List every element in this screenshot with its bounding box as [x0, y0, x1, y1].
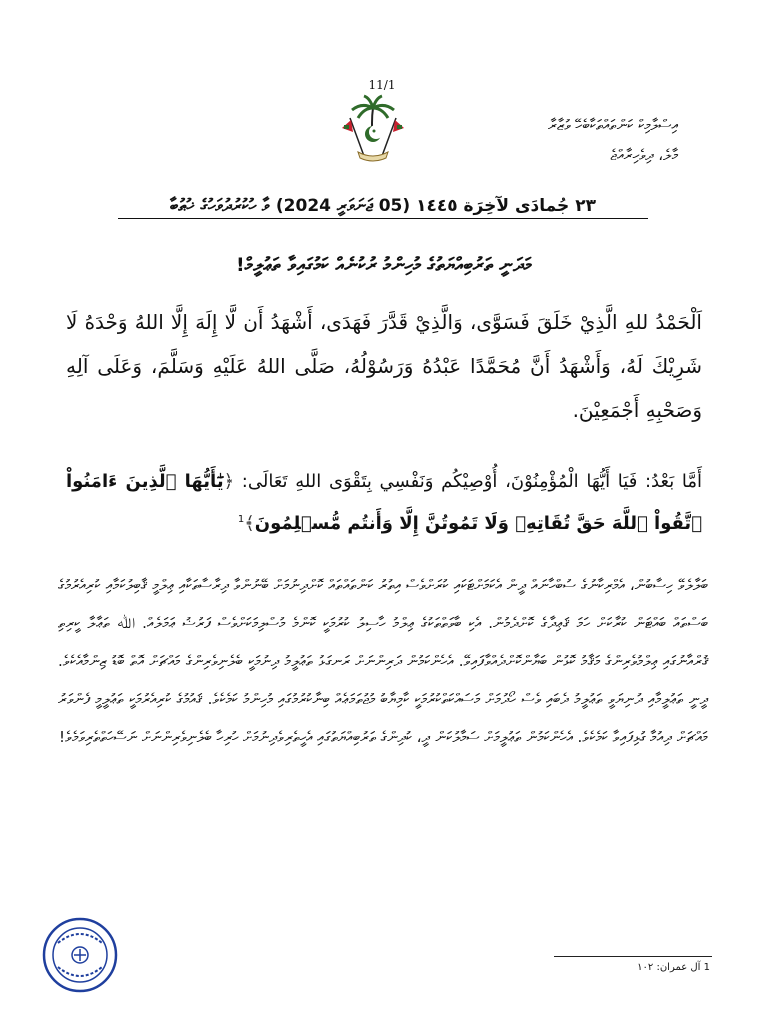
opening-arabic: اَلْحَمْدُ للهِ الَّذِيْ خَلَقَ فَسَوَّى، وَالَّذِيْ قَدَّرَ فَهَدَى، أَشْهَدُ أَن لَّا إِلَهَ إِلَّا اللهُ وَحْدَهُ لَا شَرِيْكَ لَهُ، وَأَشْهَدُ أَنَّ مُحَمَّدًا عَبْدُهُ وَرَسُوْلُهُ، صَلَّى اللهُ عَلَيْهِ وَسَلَّمَ، وَعَلَى آلِهِ وَصَحْبِهِ أَجْمَعِيْنَ.: [66, 310, 702, 422]
call-text: أَمَّا بَعْدُ: فَيَا أَيُّهَا الْمُؤْمِنُوْنَ، أُوْصِيْكُم وَنَفْسِي بِتَقْوَى اللهِ تَعَالَى:: [241, 471, 702, 492]
official-stamp-icon: [40, 915, 120, 995]
sender-address: މާލެ، ދިވެހިރާއްޖެ: [610, 146, 678, 164]
body-paragraph: ބަލާލެވޭ ހިސާބުން، އެމްރިކާނުގެ ސުބްހާނައް ދީން އެކަމަށްޓަކައި ކުރަށްވެސް އިތުރު ކަންތައްތައް ކޮށްދިނުމަށް ބޭނުންވާ ދިރާސާތަކާއި ޢިލްމީ ޤާބިލުކަމާއި ކުރިއެރުމުގެ ބަސްތައް ބައްޓަން ކުރާކަށް ހަމަ ޤަޢިދާގެ ކޮށްދެމުން. އެކި ބާވަތްތަކުގެ ޢިލްމު ހާސިލު ކުރުމަކީ ކޮންމެ މުސްލިމަކަށްވެސް ފަރުޟު ޢަމަލެއް. ﷲ ތަޢާލާ ކީރިތި ޤުރްއާނުގައި ޢިލްމުވެރިންގެ މަޤާމު ކޮޅުން ބަޔާންކޮށްދެއްވާފައިވޭ. އެހެންކަމުން ދަރިންނަށް ރަނގަޅު ތަޢުލީމު ދިނުމަކީ ބެލެނިވެރިންގެ މައްޗަށް އޮތް ބޮޑު ޒިންމާއެކެވެ. ދީނީ ތަޢުލީމާއި ދުނިޔަވީ ތަޢުލީމު ދެބައި ވެސް ހޯދުމަށް މަސައްކަތްކުރުމަކީ ކާމިޔާބު މުޖުތަމަޢެއް ބިނާކުރުމުގައި މުހިންމު ކަމެކެވެ. ޤައުމުގެ ކުރިއެރުމަކީ ތަޢުލީމީ ފެންވަރު މައްޗަށް ދިއުމާ ގުޅިފައިވާ ކަމެކެވެ. އެހެންކަމުން ތަޢުލީމަށް ސަމާލުކަން ދީ، ކުދިންގެ ތަރުބިއްޔަތުގައި އެހީތެރިވެދިނުމަށް ހުރިހާ ބެލެނިވެރިންނަށް ނަސޭހަތްތެރިވަމެވެ!: [58, 576, 708, 746]
footnote-marker: 1: [237, 514, 245, 525]
quran-verse: يَٰٓأَيُّهَا ٱلَّذِينَ ءَامَنُواْ ٱتَّقُواْ ٱللَّهَ حَقَّ تُقَاتِهِۦ وَلَا تَمُوتُنَّ إِلَّا وَأَنتُم مُّسۡلِمُونَ: [66, 471, 702, 534]
quran-bracket-open: ﴿: [223, 471, 235, 492]
call-to-taqwa: [66, 463, 702, 543]
sermon-title: މަދަނީ ތަރުބިއްޔަތުގެ މުހިންމު ރުކުނެއް ކަމުގައިވާ ތަޢުލީމް!: [235, 254, 533, 276]
date-line: ٢٣ جُمادَى لآخِرَة ١٤٤٥ (05 ޖަނަވަރީ 2024) ވާ ހުކުރުދުވަހުގެ ޚުޠުބާ: [118, 196, 648, 219]
page-number: 11/1: [368, 78, 396, 92]
sender-ministry: އިސްލާމިކް ކަންތައްތަކާބެހޭ ވުޒާރާ: [547, 116, 678, 134]
footnote-divider: [554, 956, 712, 957]
state-emblem-icon: [338, 94, 408, 166]
quran-bracket-close: ﴾: [244, 513, 255, 534]
sender-block: [448, 110, 678, 170]
footnote: 1 آل عمران: ١٠٢: [637, 962, 710, 973]
